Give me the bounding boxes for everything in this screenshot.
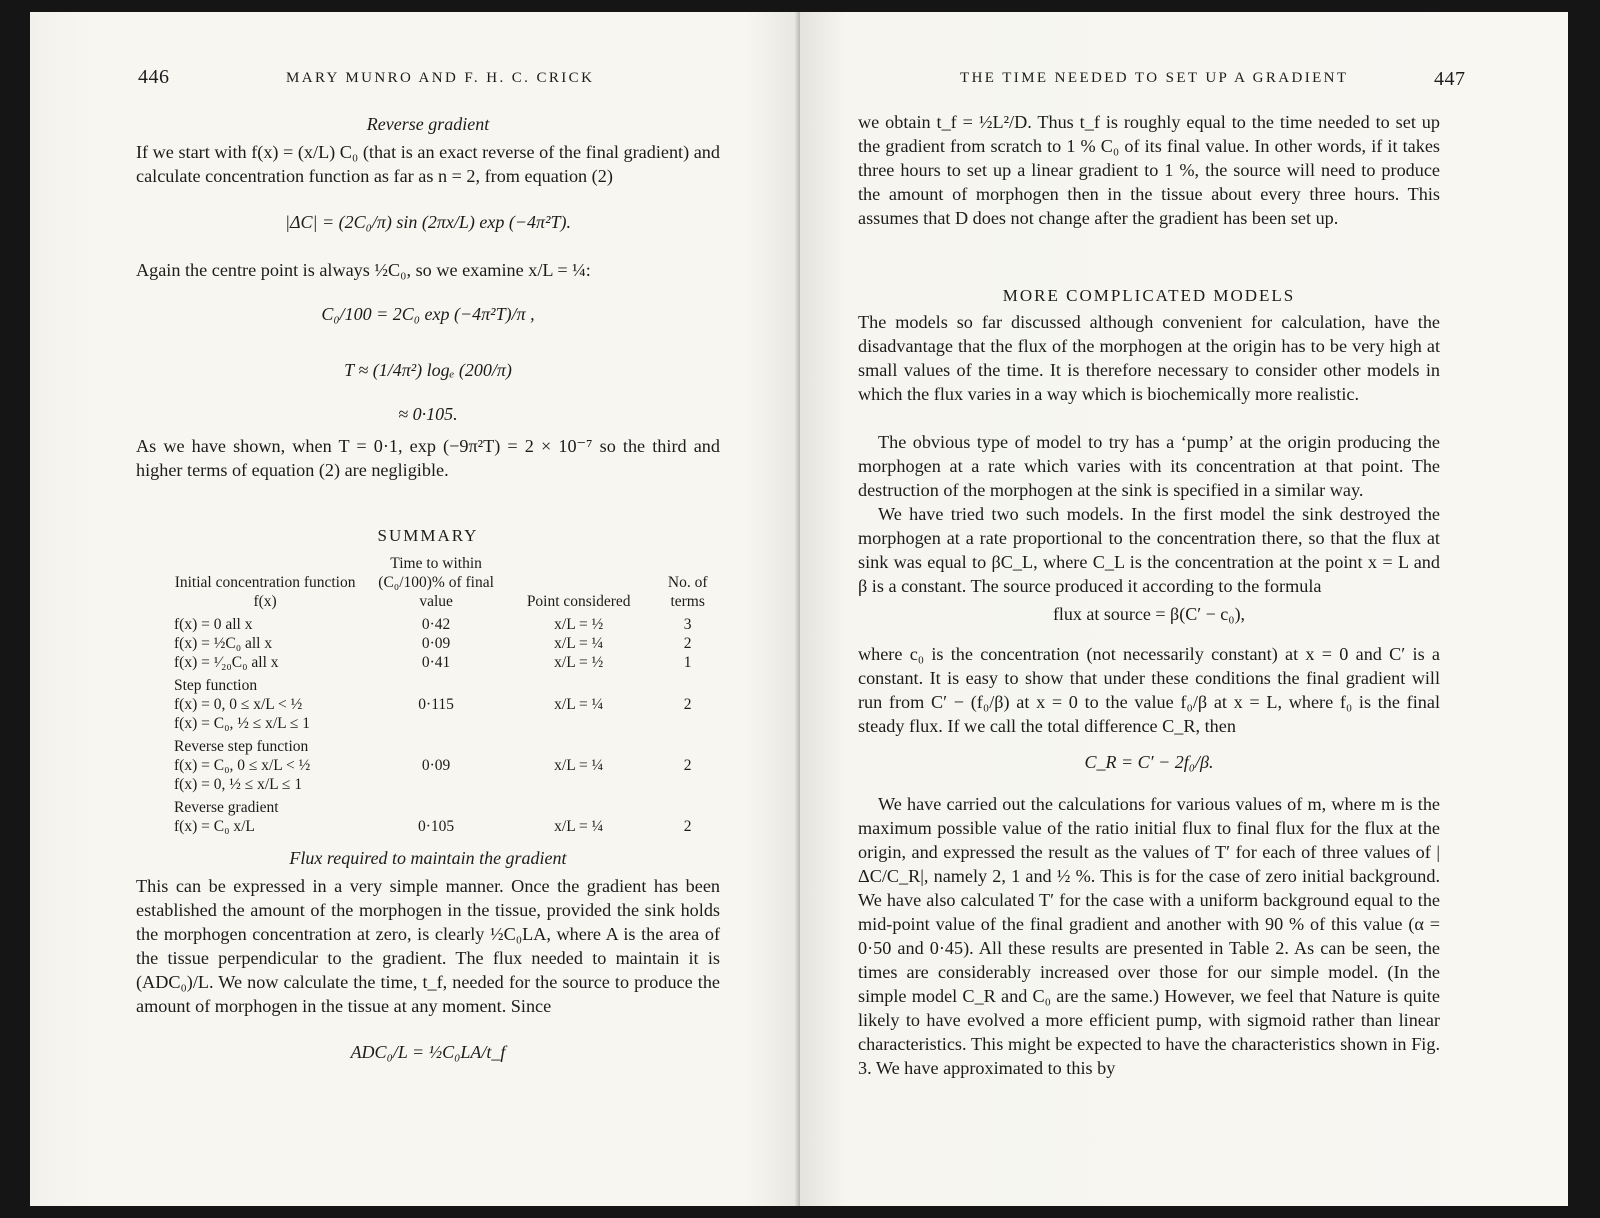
table-cell: f(x) = 0 all x xyxy=(174,616,253,633)
table-cell: x/L = ¼ xyxy=(554,757,604,774)
paragraph-1: If we start with f(x) = (x/L) C₀ (that is an exact reverse of the final gradient) and calculate concentration function as far as n = 2, from equation (2) xyxy=(136,142,720,186)
paragraph-4: This can be expressed in a very simple manner. Once the gradient has been established the amount of the morphogen in the tissue, provided the sink holds the morphogen concentration at zero, is clearly ½C₀LA, where A is the area of the tissue perpendicular to the gradient. The flux needed to maintain it is (ADC₀)/L. We now calculate the time, t_f, needed for the source to produce the amount of morphogen in the tissue at any moment. Since xyxy=(136,876,720,1016)
page-number: 446 xyxy=(138,66,170,88)
table-cell: f(x) = ¹⁄₂₀C₀ all x xyxy=(174,654,279,671)
running-head: MARY MUNRO AND F. H. C. CRICK xyxy=(286,70,595,86)
table-cell: 0·09 xyxy=(421,635,451,652)
table-cell xyxy=(645,714,730,733)
table-cell: f(x) = C₀, 0 ≤ x/L < ½ xyxy=(174,757,311,774)
table-cell: x/L = ¼ xyxy=(554,818,604,835)
table-group-label: Reverse step function xyxy=(174,738,309,755)
table-cell: 2 xyxy=(683,635,692,652)
equation-2: C₀/100 = 2C₀ exp (−4π²T)/π , xyxy=(321,304,535,324)
equation-4: ≈ 0·105. xyxy=(398,404,458,424)
paragraph-2: Again the centre point is always ½C₀, so we examine x/L = ¼: xyxy=(136,260,591,280)
paragraph-3: As we have shown, when T = 0·1, exp (−9π²T) = 2 × 10⁻⁷ so the third and higher terms of equation (2) are negligible. xyxy=(136,436,720,480)
table-cell: 3 xyxy=(683,616,692,633)
table-row xyxy=(170,634,730,653)
table-cell: f(x) = ½C₀ all x xyxy=(174,635,273,652)
paragraph-5: where c₀ is the concentration (not necessarily constant) at x = 0 and C′ is a constant. It is easy to show that under these conditions the final gradient will run from C′ − (f₀/β) at x = 0 to the value f₀/β at x = L, where f₀ is the final steady flux. If we call the total difference C_R, then xyxy=(858,644,1440,736)
table-cell xyxy=(360,714,512,733)
table-cell: f(x) = C₀, ½ ≤ x/L ≤ 1 xyxy=(174,715,311,732)
table-row xyxy=(170,756,730,775)
page-number: 447 xyxy=(1434,68,1466,90)
table-header-cell: No. of terms xyxy=(667,574,708,610)
equation-3: T ≈ (1/4π²) logₑ (200/π) xyxy=(344,360,512,380)
equation-2: C_R = C′ − 2f₀/β. xyxy=(1084,752,1214,772)
table-row xyxy=(170,714,730,733)
table-row xyxy=(170,653,730,672)
right-page xyxy=(800,12,1568,1206)
table-cell xyxy=(512,775,645,794)
table-group-row xyxy=(170,794,730,817)
equation-1: |ΔC| = (2C₀/π) sin (2πx/L) exp (−4π²T). xyxy=(285,212,571,232)
table-cell: 0·115 xyxy=(418,696,454,713)
summary-table xyxy=(170,554,730,836)
table-group-label: Step function xyxy=(174,677,258,694)
table-cell: 2 xyxy=(683,757,692,774)
section-heading: MORE COMPLICATED MODELS xyxy=(1002,286,1296,305)
table-cell: x/L = ½ xyxy=(554,654,604,671)
table-cell: f(x) = 0, ½ ≤ x/L ≤ 1 xyxy=(174,776,303,793)
table-header-cell: Initial concentration function f(x) xyxy=(174,574,356,610)
table-cell xyxy=(645,775,730,794)
table-header-cell: Point considered xyxy=(526,593,631,610)
paragraph-4: We have tried two such models. In the first model the sink destroyed the morphogen at a rate proportional to the concentration there, so that the flux at sink was equal to βC_L, where C_L is the concentration at the point x = L and β is a constant. The source produced it according to the formula xyxy=(858,504,1440,596)
table-cell: 0·42 xyxy=(421,616,451,633)
table-cell: 1 xyxy=(683,654,692,671)
left-page xyxy=(30,12,800,1206)
summary-heading: SUMMARY xyxy=(377,526,479,545)
table-cell: x/L = ½ xyxy=(554,616,604,633)
table-row xyxy=(170,695,730,714)
table-group-label: Reverse gradient xyxy=(174,799,279,816)
table-cell: f(x) = 0, 0 ≤ x/L < ½ xyxy=(174,696,303,713)
table-cell: f(x) = C₀ x/L xyxy=(174,818,255,835)
equation-1: flux at source = β(C′ − c₀), xyxy=(1052,604,1246,624)
table-row xyxy=(170,615,730,634)
table-header-row xyxy=(170,554,730,615)
flux-title: Flux required to maintain the gradient xyxy=(289,848,567,868)
table-group-row xyxy=(170,733,730,756)
table-cell xyxy=(360,775,512,794)
paragraph-3: The obvious type of model to try has a ‘pump’ at the origin producing the morphogen at a rate which varies with its concentration at that point. The destruction of the morphogen at the sink is specified in a similar way. xyxy=(858,432,1440,500)
book-spread xyxy=(30,12,1568,1206)
table-cell: x/L = ¼ xyxy=(554,696,604,713)
equation-5: ADC₀/L = ½C₀LA/t_f xyxy=(350,1042,506,1062)
table-cell: 0·105 xyxy=(418,818,455,835)
section-title: Reverse gradient xyxy=(366,114,490,134)
running-head: THE TIME NEEDED TO SET UP A GRADIENT xyxy=(960,70,1349,86)
paragraph-1: we obtain t_f = ½L²/D. Thus t_f is roughly equal to the time needed to set up the gradient from scratch to 1 % C₀ of its final value. In other words, if it takes three hours to set up a linear gradient to 1 %, the source will need to produce the amount of morphogen then in the tissue about every three hours. This assumes that D does not change after the gradient has been set up. xyxy=(858,112,1440,228)
paragraph-6: We have carried out the calculations for various values of m, where m is the maximum possible value of the ratio initial flux to final flux for the flux at the origin, and expressed the result as the values of T′ for each of three values of |ΔC/C_R|, namely 2, 1 and ½ %. This is for the case of zero initial background. We have also calculated T′ for the case with a uniform background equal to the mid-point value of the final gradient and another with 90 % of this value (α = 0·50 and 0·45). All these results are presented in Table 2. As can be seen, the times are considerably increased over those for our simple model. (In the simple model C_R and C₀ are the same.) However, we feel that Nature is quite likely to have evolved a more efficient pump, with sigmoid rather than linear characteristics. This might be expected to have the characteristics shown in Fig. 3. We have approximated to this by xyxy=(858,794,1440,1078)
table-row xyxy=(170,817,730,836)
table-cell: 0·09 xyxy=(421,757,451,774)
table-cell xyxy=(512,714,645,733)
table-cell: x/L = ¼ xyxy=(554,635,604,652)
table-group-row xyxy=(170,672,730,695)
table-cell: 2 xyxy=(683,818,692,835)
table-header-cell: Time to within (C₀/100)% of final value xyxy=(378,555,494,610)
table-cell: 2 xyxy=(683,696,692,713)
table-row xyxy=(170,775,730,794)
table-cell: 0·41 xyxy=(421,654,451,671)
paragraph-2: The models so far discussed although convenient for calculation, have the disadvantage that the flux of the morphogen at the origin has to be very high at small values of the time. It is therefore necessary to consider other models in which the flux varies in a way which is biochemically more realistic. xyxy=(858,312,1440,404)
